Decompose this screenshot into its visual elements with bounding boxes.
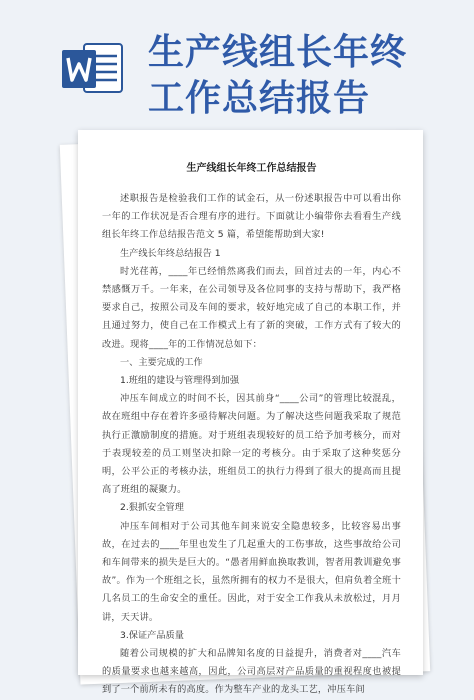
section-heading: 1.班组的建设与管理得到加强 <box>120 375 240 387</box>
hero-title: 生产线组长年终工作总结报告 <box>148 32 408 119</box>
body-paragraph: 冲压车间相对于公司其他车间来说安全隐患较多，比较容易出事故，在过去的____年里也发生了几起重大的工伤事故，这些事故给公司和车间带来的损失是巨大的。“愚者用鲜血换取教训，智者用教训避免事故”。作为一个班组之长，虽然所拥有的权力不是很大，但肩负着全班十几名员工的生命安全的重任。因此，对于安全工作我从未放松过，月月讲，天天讲。 <box>102 520 401 623</box>
body-paragraph: 冲压车间成立的时间不长，因其前身“____公司”的管理比较混乱，故在班组中存在着许多亟待解决问题。为了解决这些问题我采取了规范执行正激励制度的措施。对于班组表现较好的员工给予加考核分，而对于表现较差的员工则坚决扣除一定的考核分。由于采取了这种奖惩分明，公平公正的考核办法，班组员工的执行力得到了很大的提高而且提高了班组的凝聚力。 <box>102 393 401 496</box>
section-heading: 3.保证产品质量 <box>120 629 184 641</box>
section-heading: 一、主要完成的工作 <box>120 356 203 368</box>
document-body <box>102 190 401 700</box>
section-heading: 2.狠抓安全管理 <box>120 502 184 514</box>
body-paragraph: 随着公司规模的扩大和品牌知名度的日益提升，消费者对____汽车的质量要求也越来越高，因此，公司高层对产品质量的重视程度也被提到了一个前所未有的高度。作为整车产业的龙头工艺，冲压车间 <box>102 648 401 696</box>
hero-banner <box>0 0 474 130</box>
document-title: 生产线组长年终工作总结报告 <box>186 163 317 174</box>
body-paragraph: 述职报告是检验我们工作的试金石，从一份述职报告中可以看出你一年的工作状况是否合理有序的进行。下面就让小编带你去看看生产线组长年终工作总结报告范文 5 篇，希望能帮助到大家! <box>102 193 401 241</box>
section-heading: 生产线长年终总结报告 1 <box>120 247 221 259</box>
word-document-icon <box>62 40 124 96</box>
document-page <box>78 130 423 696</box>
body-paragraph: 时光荏苒，____年已经悄然离我们而去，回首过去的一年，内心不禁感慨万千。一年来，在公司领导及各位同事的支持与帮助下，我严格要求自己，按照公司及车间的要求，较好地完成了自己的本职工作，并且通过努力，使自己在工作模式上有了新的突破，工作方式有了较大的改进。现将____年的工作情况总如下： <box>102 265 401 350</box>
